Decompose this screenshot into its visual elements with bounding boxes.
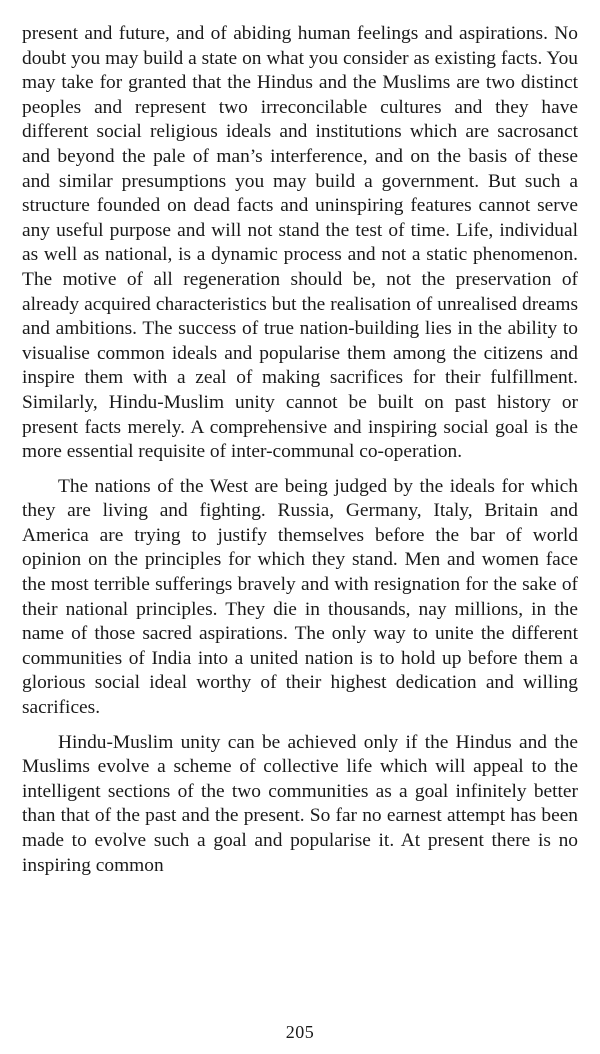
paragraph-nations-of-the-west: The nations of the West are being judged by the ideals for which they are living and fighting. Russia, Germany, Italy, Britain and America are trying to justify themselves before the bar of world opinion on the principles for which they stand. Men and women face the most terrible sufferings bravely and with resignation for the sake of their national principles. They die in thousands, nay millions, in the name of those sacred aspirations. The only way to unite the different communities of India into a united nation is to hold up before them a glorious social ideal worthy of their highest dedication and willing sacrifices.: [22, 475, 578, 719]
page-number: 205: [285, 1022, 315, 1042]
book-page: [22, 22, 578, 878]
paragraph-continued: present and future, and of abiding human feelings and aspirations. No doubt you may build a state on what you consider as existing facts. You may take for granted that the Hindus and the Muslims are two distinct peoples and represent two irreconcilable cultures and they have different social religious ideals and institutions which are sacrosanct and beyond the pale of man’s interference, and on the basis of these and similar presumptions you may build a government. But such a structure founded on dead facts and uninspiring features cannot serve any useful purpose and will not stand the test of time. Life, individual as well as national, is a dynamic process and not a static phenomenon. The motive of all regeneration should be, not the preservation of already acquired characteristics but the realisation of unrealised dreams and ambitions. The success of true nation-building lies in the ability to visualise common ideals and popularise them among the citizens and inspire them with a zeal of making sacrifices for their fulfillment. Similarly, Hindu-Muslim unity cannot be built on past history or present facts merely. A comprehensive and inspiring social goal is the more essential requisite of inter-communal co-operation.: [22, 23, 578, 463]
paragraph-hindu-muslim-unity: Hindu-Muslim unity can be achieved only if the Hindus and the Muslims evolve a scheme of collective life which will appeal to the intelligent sections of the two communities as a goal infinitely better than that of the past and the present. So far no earnest attempt has been made to evolve such a goal and popularise it. At present there is no inspiring common: [22, 731, 578, 876]
